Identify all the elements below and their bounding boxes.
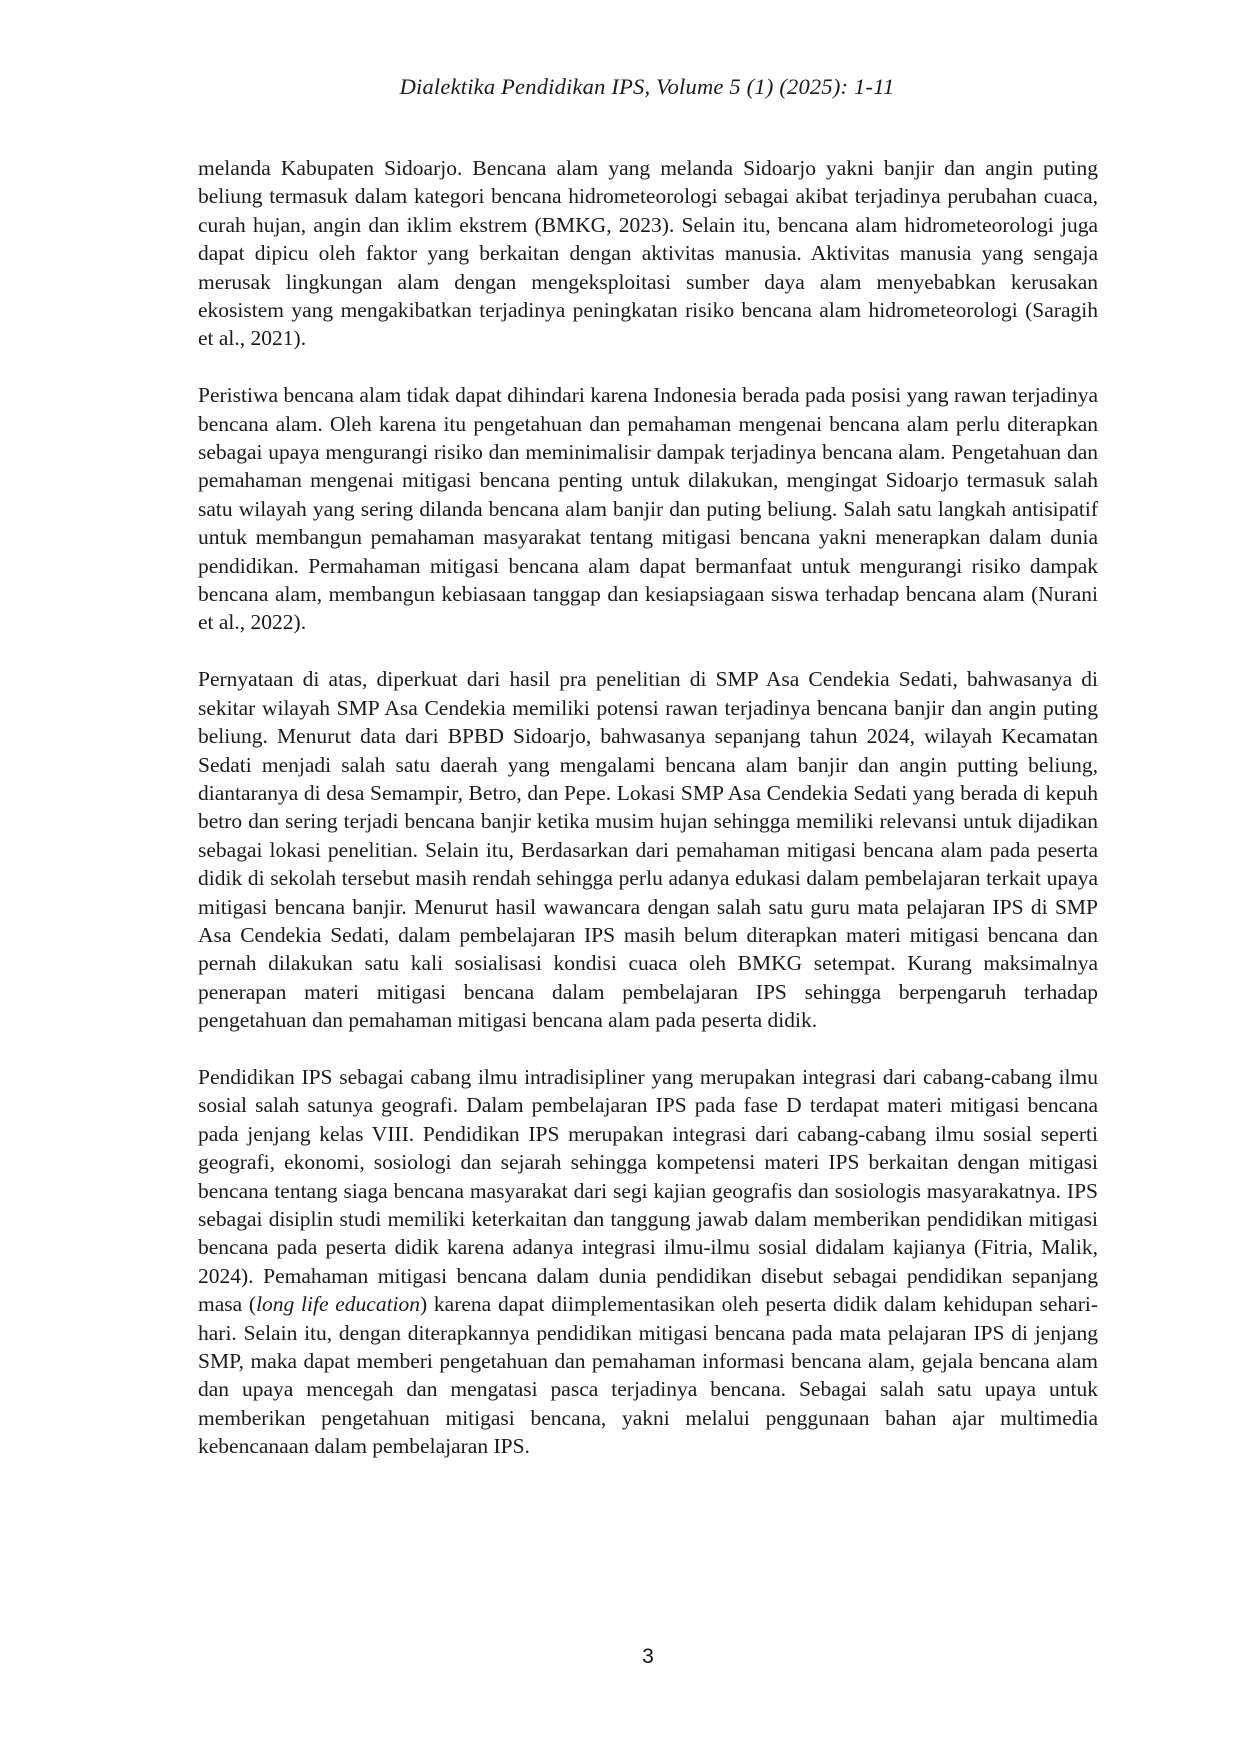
journal-header: Dialektika Pendidikan IPS, Volume 5 (1) (2025): 1-11	[399, 74, 895, 99]
paragraph-1: melanda Kabupaten Sidoarjo. Bencana alam yang melanda Sidoarjo yakni banjir dan angin puting beliung termasuk dalam kategori bencana hidrometeorologi sebagai akibat terjadinya perubahan cuaca, curah hujan, angin dan iklim ekstrem (BMKG, 2023). Selain itu, bencana alam hidrometeorologi juga dapat dipicu oleh faktor yang berkaitan dengan aktivitas manusia. Aktivitas manusia yang sengaja merusak lingkungan alam dengan mengeksploitasi sumber daya alam menyebabkan kerusakan ekosistem yang mengakibatkan terjadinya peningkatan risiko bencana alam hidrometeorologi (Saragih et al., 2021).	[198, 156, 1098, 351]
paragraph-2: Peristiwa bencana alam tidak dapat dihindari karena Indonesia berada pada posisi yang rawan terjadinya bencana alam. Oleh karena itu pengetahuan dan pemahaman mengenai bencana alam perlu diterapkan sebagai upaya mengurangi risiko dan meminimalisir dampak terjadinya bencana alam. Pengetahuan dan pemahaman mengenai mitigasi bencana penting untuk dilakukan, mengingat Sidoarjo termasuk salah satu wilayah yang sering dilanda bencana alam banjir dan puting beliung. Salah satu langkah antisipatif untuk membangun pemahaman masyarakat tentang mitigasi bencana yakni menerapkan dalam dunia pendidikan. Permahaman mitigasi bencana alam dapat bermanfaat untuk mengurangi risiko dampak bencana alam, membangun kebiasaan tanggap dan kesiapsiagaan siswa terhadap bencana alam (Nurani et al., 2022).	[198, 383, 1098, 635]
italic-phrase-long-life-education: long life education	[256, 1292, 421, 1317]
paragraph-3: Pernyataan di atas, diperkuat dari hasil pra penelitian di SMP Asa Cendekia Sedati, bahwasanya di sekitar wilayah SMP Asa Cendekia memiliki potensi rawan terjadinya bencana banjir dan angin puting beliung. Menurut data dari BPBD Sidoarjo, bahwasanya sepanjang tahun 2024, wilayah Kecamatan Sedati menjadi salah satu daerah yang mengalami bencana alam banjir dan angin putting beliung, diantaranya di desa Semampir, Betro, dan Pepe. Lokasi SMP Asa Cendekia Sedati yang berada di kepuh betro dan sering terjadi bencana banjir ketika musim hujan sehingga memiliki relevansi untuk dijadikan sebagai lokasi penelitian. Selain itu, Berdasarkan dari pemahaman mitigasi bencana alam pada peserta didik di sekolah tersebut masih rendah sehingga perlu adanya edukasi dalam pembelajaran terkait upaya mitigasi bencana banjir. Menurut hasil wawancara dengan salah satu guru mata pelajaran IPS di SMP Asa Cendekia Sedati, dalam pembelajaran IPS masih belum diterapkan materi mitigasi bencana dan pernah dilakukan satu kali sosialisasi kondisi cuaca oleh BMKG setempat. Kurang maksimalnya penerapan materi mitigasi bencana dalam pembelajaran IPS sehingga berpengaruh terhadap pengetahuan dan pemahaman mitigasi bencana alam pada peserta didik.	[198, 667, 1098, 1033]
paragraph-4	[198, 1063, 1098, 1461]
paragraph-4-text-before: Pendidikan IPS sebagai cabang ilmu intradisipliner yang merupakan integrasi dari cabang-cabang ilmu sosial salah satunya geografi. Dalam pembelajaran IPS pada fase D terdapat materi mitigasi bencana pada jenjang kelas VIII. Pendidikan IPS merupakan integrasi dari cabang-cabang ilmu sosial seperti geografi, ekonomi, sosiologi dan sejarah sehingga kompetensi materi IPS berkaitan dengan mitigasi bencana tentang siaga bencana masyarakat dari segi kajian geografis dan sosiologis masyarakatnya. IPS sebagai disiplin studi memiliki keterkaitan dan tanggung jawab dalam memberikan pendidikan mitigasi bencana pada peserta didik karena adanya integrasi ilmu-ilmu sosial didalam kajianya (Fitria, Malik, 2024). Pemahaman mitigasi bencana dalam dunia pendidikan disebut sebagai pendidikan sepanjang masa (	[198, 1064, 1098, 1317]
page-number: 3	[642, 1645, 654, 1668]
article-body	[198, 154, 1098, 1461]
paragraph-4-text-after: ) karena dapat diimplementasikan oleh peserta didik dalam kehidupan sehari-hari. Selain itu, dengan diterapkannya pendidikan mitigasi bencana pada mata pelajaran IPS di jenjang SMP, maka dapat memberi pengetahuan dan pemahaman informasi bencana alam, gejala bencana alam dan upaya mencegah dan mengatasi pasca terjadinya bencana. Sebagai salah satu upaya untuk memberikan pengetahuan mitigasi bencana, yakni melalui penggunaan bahan ajar multimedia kebencanaan dalam pembelajaran IPS.	[198, 1292, 1098, 1459]
